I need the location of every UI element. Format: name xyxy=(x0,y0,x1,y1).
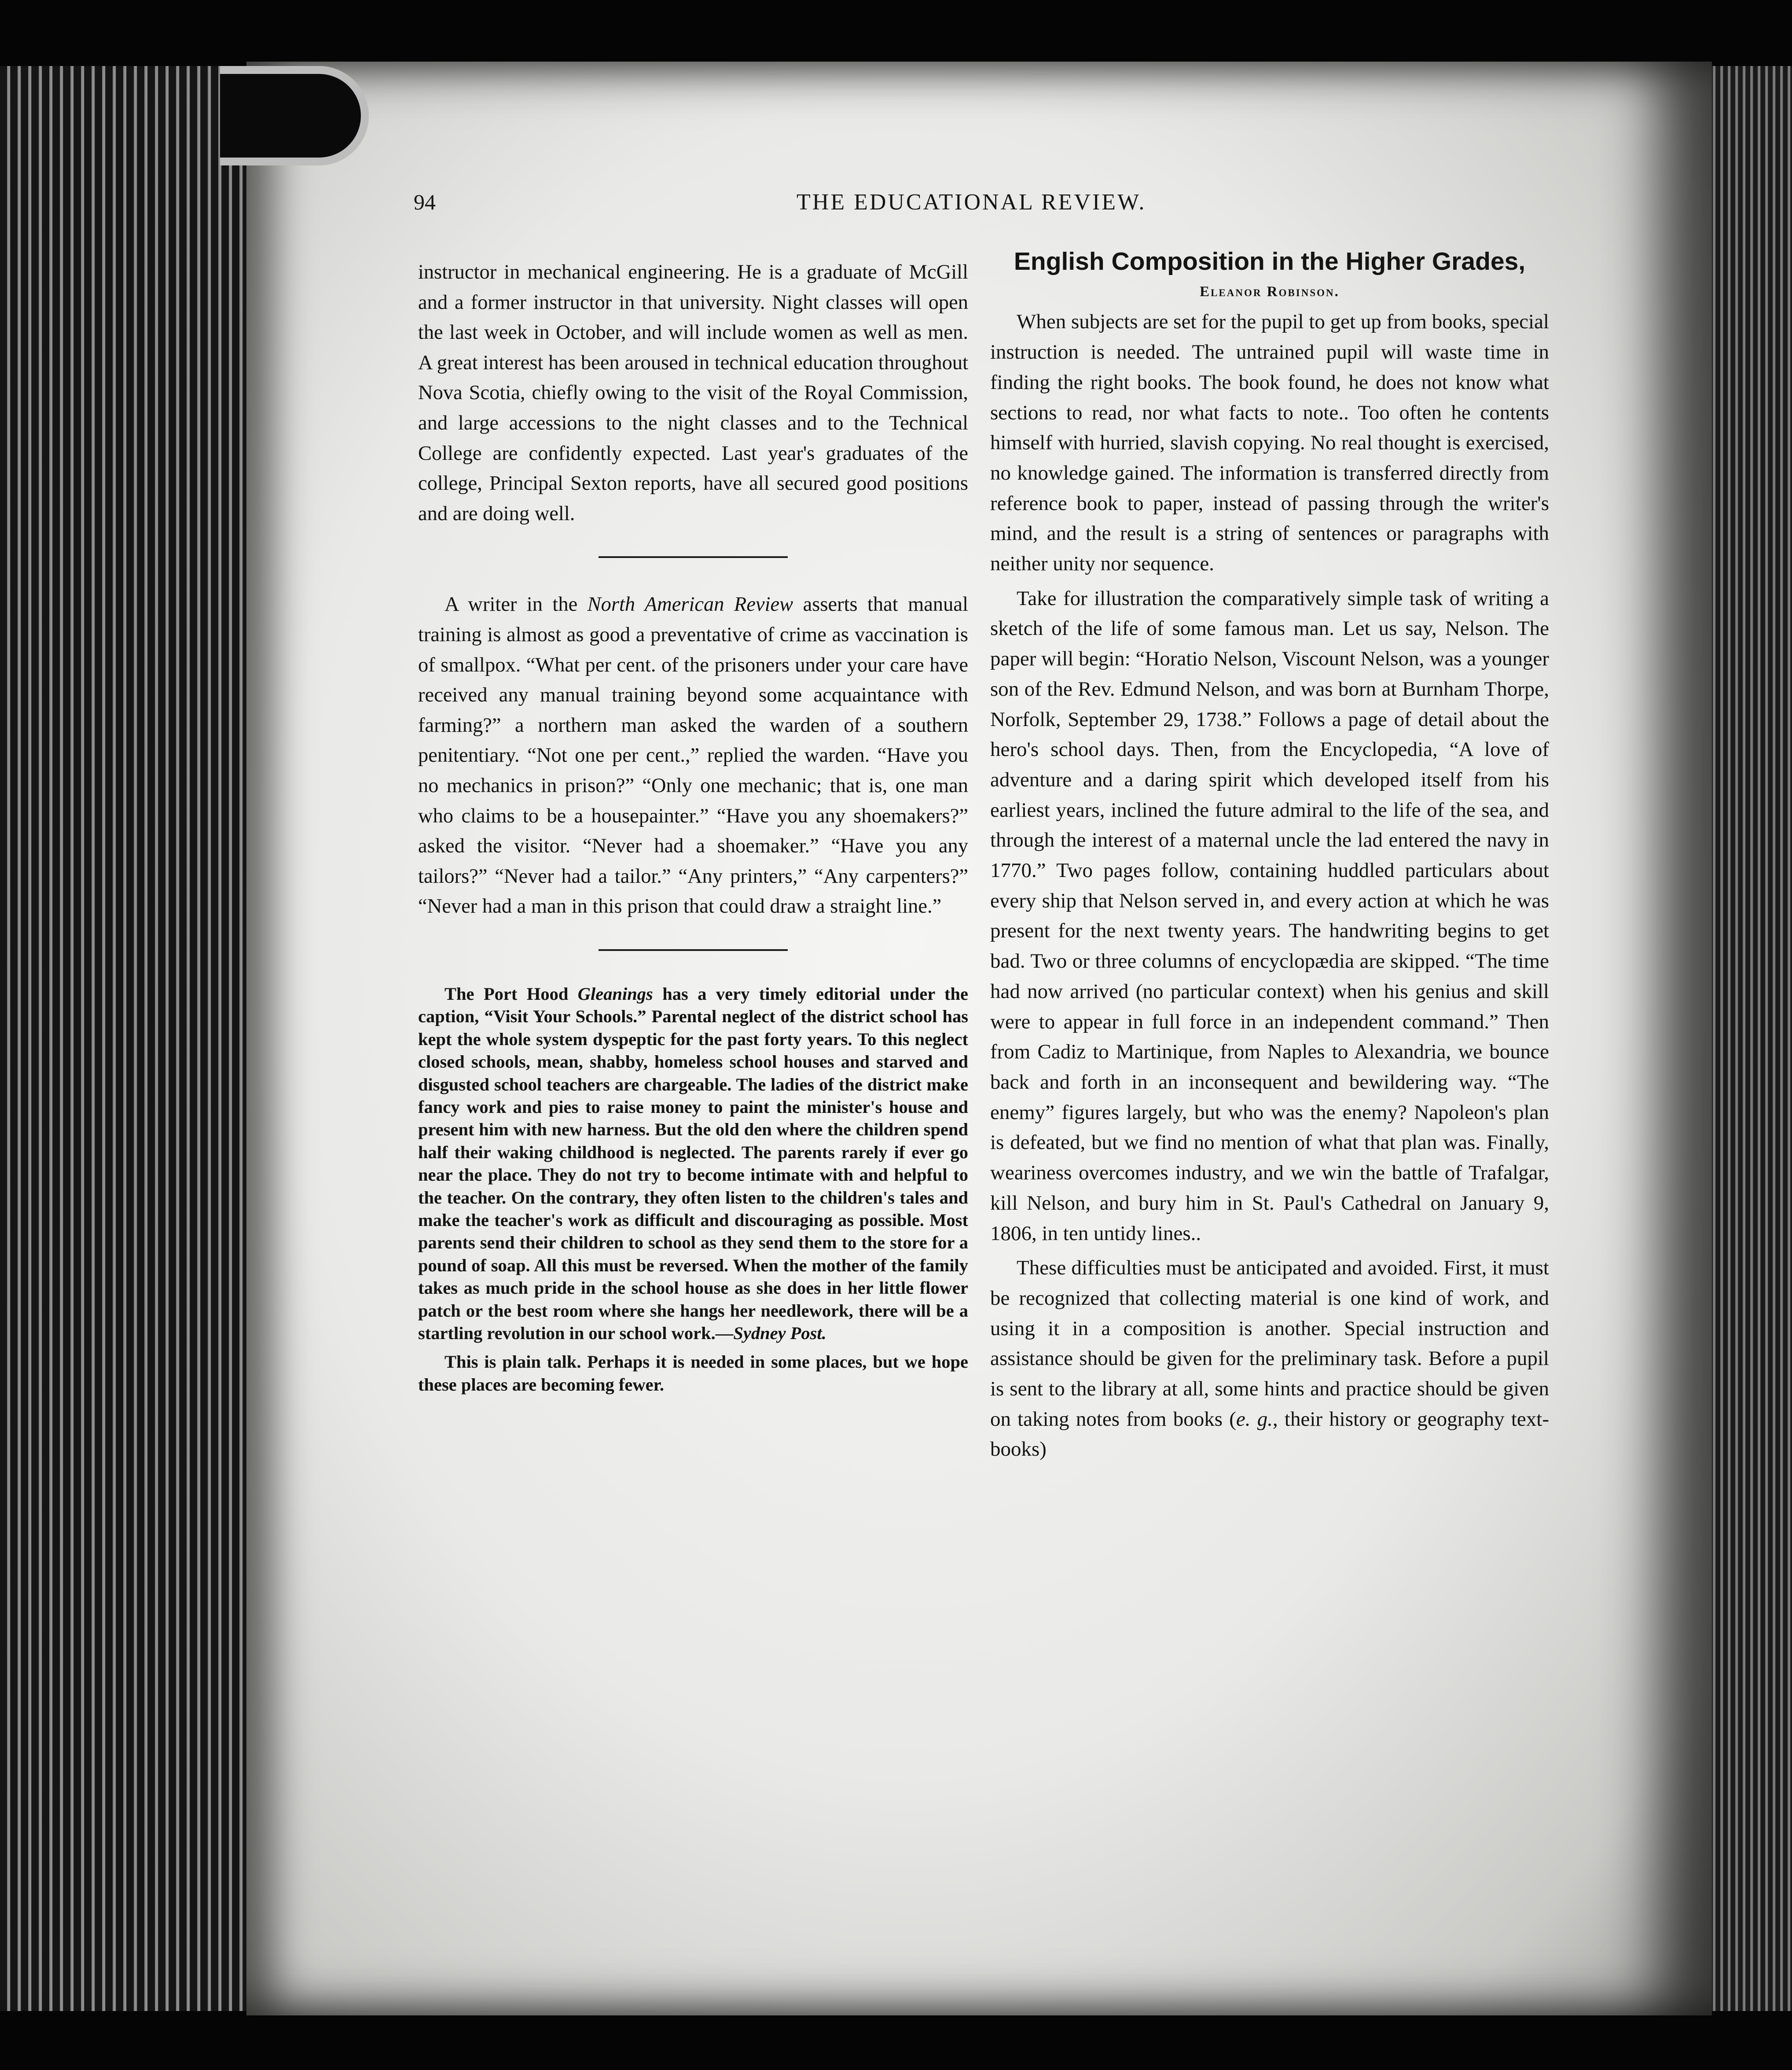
page-number: 94 xyxy=(414,190,436,214)
manual-training-intro: A writer in the xyxy=(444,593,588,616)
manual-training-text: asserts that manual training is almost as good a preventative of crime as vaccination is of smallpox. “What per cent. of the prisoners under your care have received any manual training beyond some acquaintance with farming?” a northern man asked the warden of a southern penitentiary. “Not one per cent.,” replied the warden. “Have you no mechanics in prison?” “Only one mechanic; that is, one man who claims to be a housepainter.” “Have you any shoemakers?” asked the visitor. “Never had a shoemaker.” “Have you any tailors?” “Never had a tailor.” “Any printers,” “Any carpenters?” “Never had a man in this prison that could draw a straight line.” xyxy=(418,593,968,918)
left-column xyxy=(418,257,968,1396)
section-divider xyxy=(599,556,788,558)
book-page-edges-left xyxy=(0,66,264,2011)
page-header xyxy=(414,189,1558,224)
manual-training-paragraph xyxy=(418,590,968,922)
quote-source: Sydney Post. xyxy=(733,1323,826,1343)
gleanings-paper-name: Gleanings xyxy=(577,984,653,1004)
article-paragraph-3-text: These difficulties must be anticipated and avoided. First, it must be recognized that collecting material is one kind of work, and using it in a composition is another. Special instruction and assistance should be given for the preliminary task. Before a pupil is sent to the library at all, some hints and practice should be given on taking notes from books ( xyxy=(990,1256,1549,1431)
journal-name: North American Review xyxy=(587,593,793,616)
gleanings-paragraph xyxy=(418,983,968,1345)
section-divider xyxy=(599,949,788,951)
article-author: Eleanor Robinson. xyxy=(1200,283,1340,300)
article-paragraph-3-end: , their history or geography text-books) xyxy=(990,1407,1549,1461)
book-page-edges-right xyxy=(1708,66,1792,2011)
running-title: THE EDUCATIONAL REVIEW. xyxy=(797,190,1146,215)
book-clip xyxy=(220,66,369,165)
right-column xyxy=(990,246,1549,1464)
article-paragraph-3 xyxy=(990,1253,1549,1464)
article-paragraph-2: Take for illustration the comparatively simple task of writing a sketch of the life of some famous man. Let us say, Nelson. The paper will begin: “Horatio Nelson, Viscount Nelson, was a younger son of the Rev. Edmund Nelson, and was born at Burnham Thorpe, Norfolk, September 29, 1738.” Follows a page of detail about the hero's school days. Then, from the Encyclopedia, “A love of adventure and a daring spirit which developed itself from his earliest years, inclined the future admiral to the life of the sea, and through the interest of a maternal uncle the lad entered the navy in 1770.” Two pages follow, containing huddled particulars about every ship that Nelson served in, and every action at which he was present for the next twenty years. The handwriting begins to get bad. Two or three columns of encyclopædia are skipped. “The time had now arrived (no particular context) when his genius and skill were to appear in full force in an independent command.” Then from Cadiz to Martinique, from Naples to Alexandria, we bounce back and forth in an inconsequent and bewildering way. “The enemy” figures largely, but who was the enemy? Napoleon's plan is defeated, but we find no mention of what that plan was. Finally, weariness overcomes industry, and we win the battle of Trafalgar, kill Nelson, and bury him in St. Paul's Cathedral on January 9, 1806, in ten untidy lines.. xyxy=(990,587,1549,1245)
article-paragraph-1: When subjects are set for the pupil to get up from books, special instruction is needed. The untrained pupil will waste time in finding the right books. The book found, he does not know what sections to read, nor what facts to note.. Too often he contents himself with hurried, slavish copying. No real thought is exercised, no knowledge gained. The information is transferred directly from reference book to paper, instead of passing through the writer's mind, and the result is a string of sentences or paragraphs with neither unity nor sequence. xyxy=(990,310,1549,576)
technical-college-paragraph: instructor in mechanical engineering. He is a graduate of McGill and a former instructor in that university. Night classes will open the last week in October, and will include women as well as men. A great interest has been aroused in technical education throughout Nova Scotia, chiefly owing to the visit of the Royal Commission, and large accessions to the night classes and to the Technical College are confidently expected. Last year's graduates of the college, Principal Sexton reports, have all secured good positions and are doing well. xyxy=(418,261,968,525)
gleanings-intro: The Port Hood xyxy=(444,984,578,1004)
editorial-comment: This is plain talk. Perhaps it is needed in some places, but we hope these places are becoming fewer. xyxy=(418,1352,968,1395)
eg-abbreviation: e. g. xyxy=(1236,1407,1273,1431)
gleanings-text: has a very timely editorial under the caption, “Visit Your Schools.” Parental neglect of the district school has kept the whole system dyspeptic for the past forty years. To this neglect closed schools, mean, shabby, homeless school houses and starved and disgusted school teachers are chargeable. The ladies of the district make fancy work and pies to raise money to paint the minister's house and present him with new harness. But the old den where the children spend half their waking childhood is neglected. The parents rarely if ever go near the place. They do not try to become intimate with and helpful to the teacher. On the contrary, they often listen to the children's tales and make the teacher's work as difficult and discouraging as possible. Most parents send their children to school as they send them to the store for a pound of soap. All this must be reversed. When the mother of the family takes as much pride in the school house as she does in her little flower patch or the best room where she hangs her needlework, there will be a startling revolution in our school work.— xyxy=(418,984,968,1343)
gleanings-quote xyxy=(418,983,968,1396)
article-title: English Composition in the Higher Grades, xyxy=(1014,247,1526,275)
